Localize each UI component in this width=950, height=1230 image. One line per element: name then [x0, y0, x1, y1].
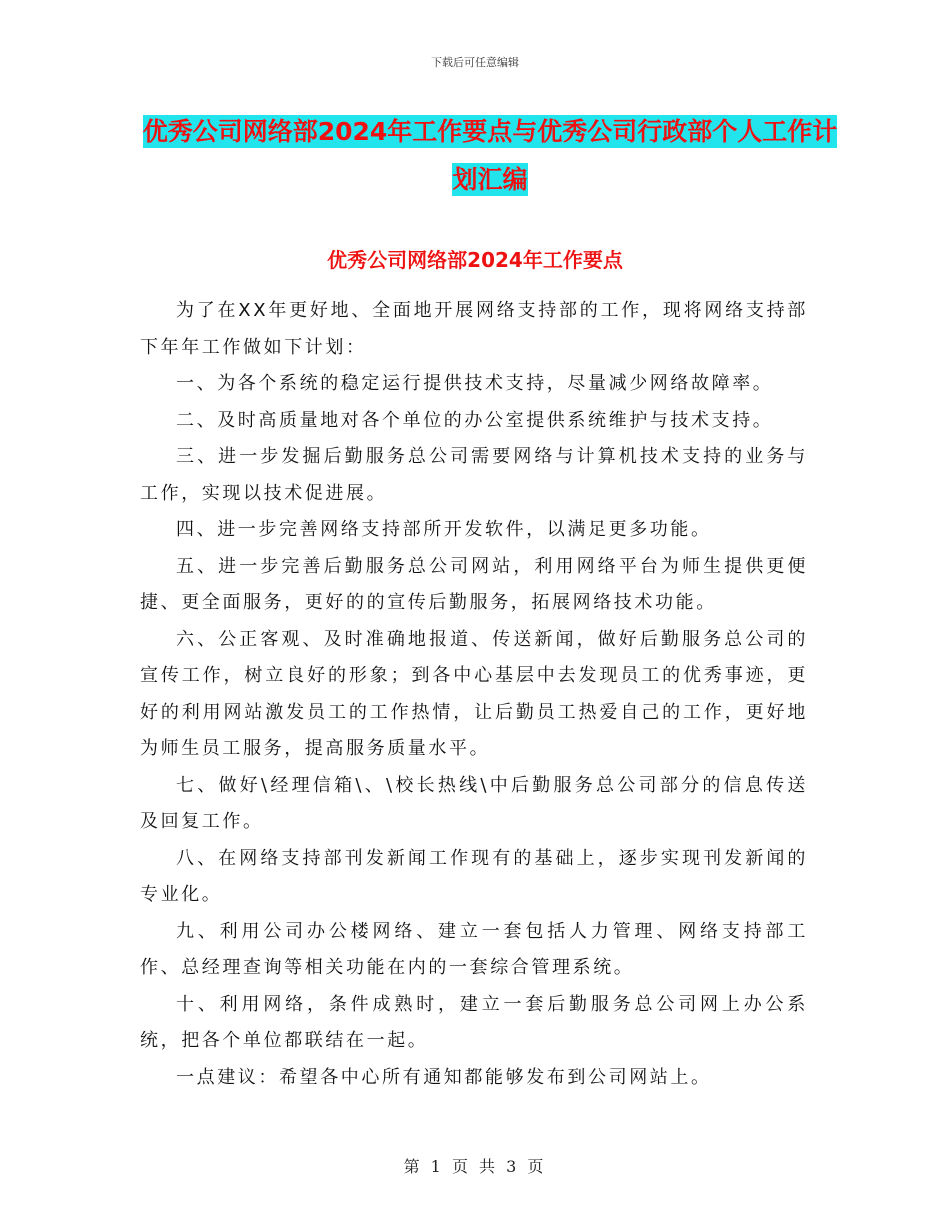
header-note: 下载后可任意编辑 — [431, 56, 519, 69]
section-title: 优秀公司网络部2024年工作要点 — [327, 248, 623, 272]
paragraph-item-9: 九、利用公司办公楼网络、建立一套包括人力管理、网络支持部工作、总经理查询等相关功能在内的一套综合管理系统。 — [140, 920, 808, 978]
document-body — [140, 293, 808, 1096]
paragraph-item-5: 五、进一步完善后勤服务总公司网站，利用网络平台为师生提供更便捷、更全面服务，更好的的宣传后勤服务，拓展网络技术功能。 — [140, 555, 808, 613]
paragraph-item-8: 八、在网络支持部刊发新闻工作现有的基础上，逐步实现刊发新闻的专业化。 — [140, 847, 808, 905]
page-number-footer: 第 1 页 共 3 页 — [403, 1157, 547, 1176]
paragraph-intro: 为了在XX年更好地、全面地开展网络支持部的工作，现将网络支持部下年年工作做如下计划： — [140, 300, 808, 358]
document-title — [140, 108, 840, 204]
paragraph-item-3: 三、进一步发掘后勤服务总公司需要网络与计算机技术支持的业务与工作，实现以技术促进展。 — [140, 446, 808, 504]
paragraph-item-2: 二、及时高质量地对各个单位的办公室提供系统维护与技术支持。 — [176, 409, 774, 431]
paragraph-suggestion: 一点建议：希望各中心所有通知都能够发布到公司网站上。 — [176, 1066, 712, 1088]
paragraph-item-10: 十、利用网络，条件成熟时，建立一套后勤服务总公司网上办公系统，把各个单位都联结在一起。 — [140, 993, 808, 1051]
paragraph-item-7: 七、做好\经理信箱\、\校长热线\中后勤服务总公司部分的信息传送及回复工作。 — [140, 774, 808, 832]
paragraph-item-4: 四、进一步完善网络支持部所开发软件，以满足更多功能。 — [176, 519, 712, 540]
paragraph-item-6: 六、公正客观、及时准确地报道、传送新闻，做好后勤服务总公司的宣传工作，树立良好的形象；到各中心基层中去发现员工的优秀事迹，更好的利用网站激发员工的工作热情，让后勤员工热爱自己的工作，更好地为师生员工服务，提高服务质量水平。 — [140, 628, 808, 759]
document-title-text: 优秀公司网络部2024年工作要点与优秀公司行政部个人工作计划汇编 — [142, 117, 838, 194]
paragraph-item-1: 一、为各个系统的稳定运行提供技术支持，尽量减少网络故障率。 — [176, 373, 774, 394]
